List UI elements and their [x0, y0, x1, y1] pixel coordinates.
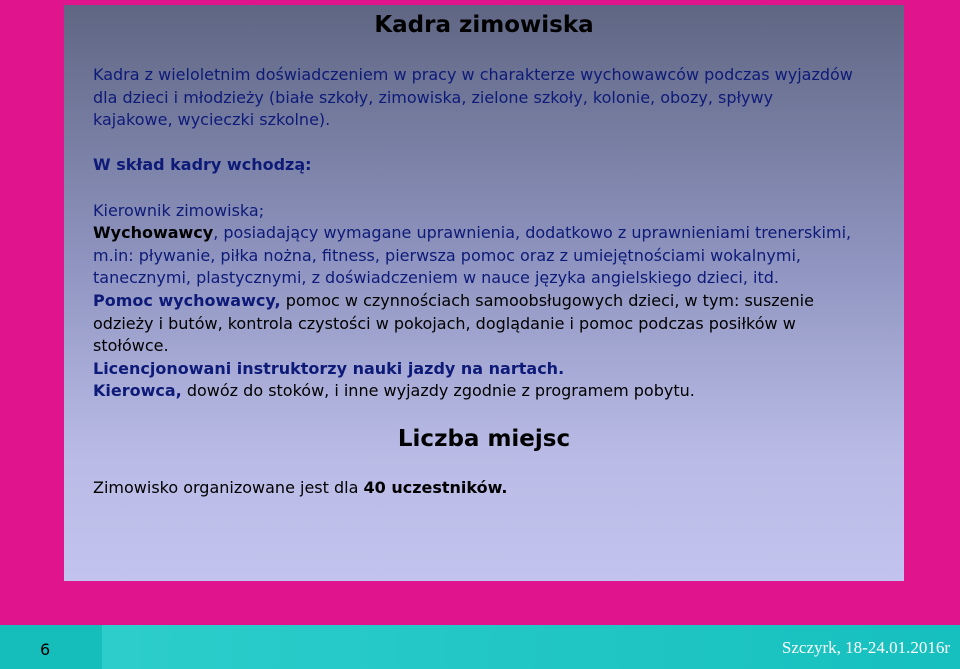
- footer-date-place: Szczyrk, 18-24.01.2016r: [781, 638, 950, 657]
- slide-body: [93, 64, 853, 403]
- intro-paragraph: Kadra z wieloletnim doświadczeniem w pracy w charakterze wychowawców podczas wyjazdów dla dzieci i młodzieży (białe szkoły, zimowiska, zielone szkoły, kolonie, obozy, spływy kajakowe, wycieczki szkolne).: [93, 65, 853, 130]
- staff-item-instructors: [93, 358, 853, 381]
- staff-role: Licencjonowani instruktorzy nauki jazdy na nartach.: [93, 358, 565, 378]
- slide-title: Kadra zimowiska: [374, 12, 594, 38]
- capacity-heading: Liczba miejsc: [397, 426, 571, 452]
- slide-panel: [64, 5, 904, 581]
- staff-item-director: [93, 200, 853, 223]
- staff-role: Wychowawcy: [93, 223, 214, 243]
- page-number: 6: [40, 640, 51, 659]
- page-number-box: [0, 625, 102, 669]
- staff-desc: , posiadający wymagane uprawnienia, dodatkowo z uprawnieniami trenerskimi, m.in: pływanie, piłka nożna, fitness, pierwsza pomoc oraz z umiejętnościami wokalnymi, tanecznymi, plastycznymi, z doświadczeniem w nauce języka angielskiego dzieci, itd.: [93, 223, 852, 288]
- footer-bar: [0, 625, 960, 669]
- staff-desc: dowóz do stoków, i inne wyjazdy zgodnie z programem pobytu.: [181, 381, 695, 401]
- staff-item-educators: [93, 222, 853, 290]
- staff-role: Kierowca,: [93, 381, 182, 401]
- capacity-text: Zimowisko organizowane jest dla: [93, 478, 364, 497]
- staff-desc: ;: [258, 200, 265, 220]
- staff-desc: pomoc w czynnościach samoobsługowych dzieci, w tym: suszenie odzieży i butów, kontrola czystości w pokojach, doglądanie i pomoc podczas posiłków w stołówce.: [93, 290, 814, 356]
- staff-heading: W skład kadry wchodzą:: [93, 155, 312, 175]
- capacity-number: 40 uczestników.: [363, 478, 508, 497]
- staff-role: Kierownik zimowiska: [93, 200, 259, 220]
- capacity-line: [93, 478, 507, 497]
- staff-item-assistant: [93, 290, 853, 358]
- staff-item-driver: [93, 380, 853, 403]
- staff-role: Pomoc wychowawcy,: [93, 290, 281, 310]
